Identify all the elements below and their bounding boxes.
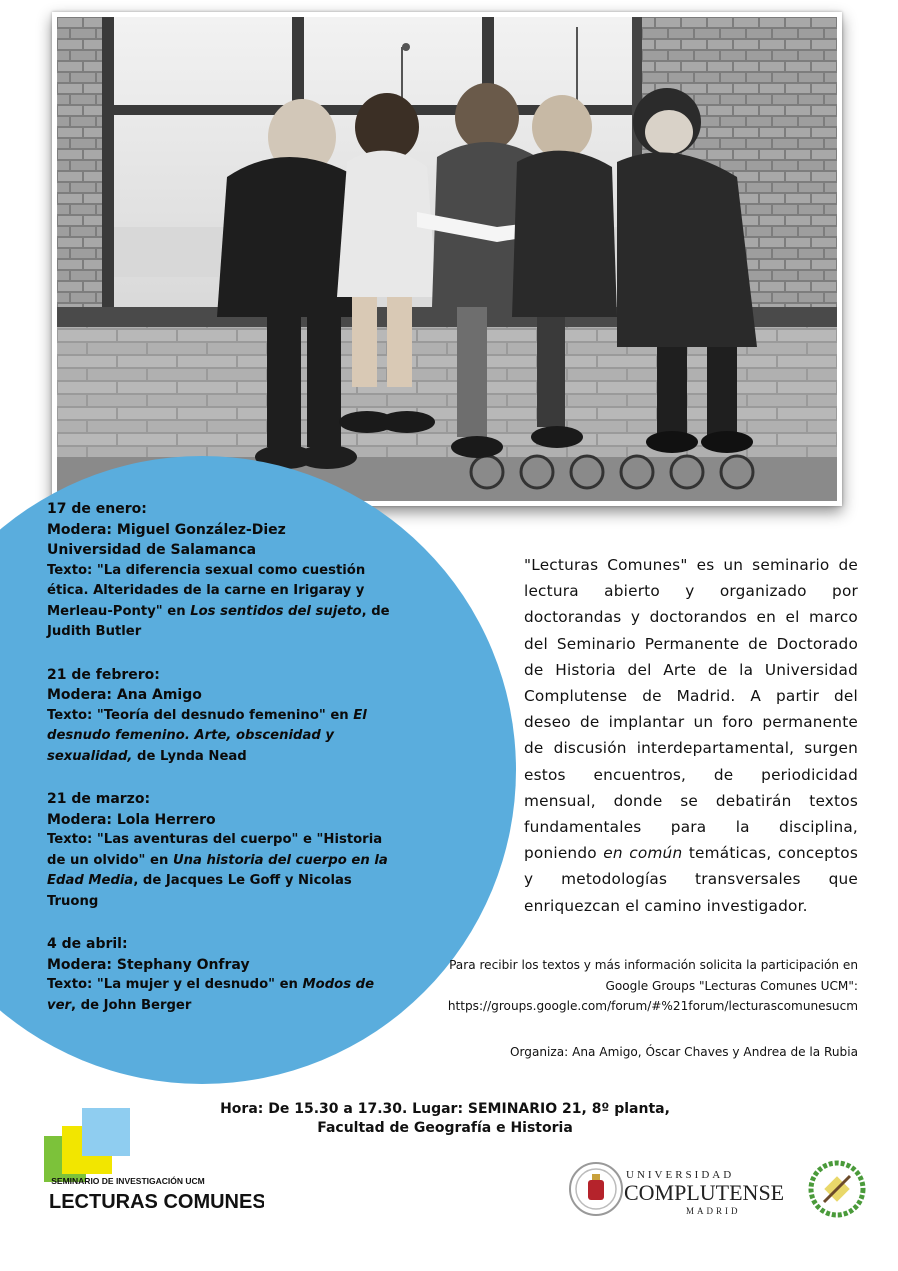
ucm-bottom: MADRID bbox=[686, 1206, 741, 1216]
session-3 bbox=[47, 789, 397, 912]
info-link[interactable]: https://groups.google.com/forum/#%21forum/lecturascomunesucm bbox=[447, 999, 858, 1013]
session-text-title: Los sentidos del sujeto bbox=[190, 603, 362, 619]
faculty-badge-icon bbox=[808, 1160, 866, 1218]
lecturas-comunes-logo bbox=[44, 1108, 264, 1220]
lecturas-comunes-logo-icon bbox=[44, 1108, 264, 1220]
session-text-title: Una historia del cuerpo en la Edad Media bbox=[47, 852, 388, 888]
session-moderator: Modera: Miguel González-Diez bbox=[47, 521, 286, 538]
logo-subtitle: SEMINARIO DE INVESTIGACIÓN UCM bbox=[51, 1176, 205, 1186]
faculty-badge bbox=[808, 1160, 866, 1218]
session-moderator: Modera: Stephany Onfray bbox=[47, 956, 250, 973]
children-reading-photo bbox=[57, 17, 837, 501]
session-text bbox=[47, 975, 397, 1016]
description-text: "Lecturas Comunes" es un seminario de lectura abierto y organizado por doctorandas y doctorandos en el marco del Seminario Permanente de Doctorado de Historia del Arte de la Universidad Complutense de Madrid. A partir del deseo de implantar un foro permanente de discusión interdepartamental, surgen estos encuentros, de periodicidad mensual, donde se debatirán textos fundamentales para la disciplina, poniendo bbox=[524, 556, 858, 863]
session-text bbox=[47, 561, 397, 643]
session-1 bbox=[47, 499, 397, 643]
ucm-logo bbox=[568, 1158, 788, 1220]
session-text bbox=[47, 830, 397, 912]
session-text-post: de Lynda Nead bbox=[132, 748, 247, 764]
info-line-1: Para recibir los textos y más información solicita la participación en bbox=[449, 958, 858, 972]
contact-info bbox=[410, 955, 858, 1017]
session-4 bbox=[47, 934, 397, 1016]
session-text-pre: Texto: "Teoría del desnudo femenino" en bbox=[47, 707, 354, 723]
session-text-pre: Texto: "La diferencia sexual como cuestión ética. Alteridades de la carne en Irigaray y Merleau-Ponty" en bbox=[47, 562, 366, 619]
session-date: 21 de febrero: bbox=[47, 666, 160, 683]
session-text bbox=[47, 706, 397, 768]
session-text-post: , de John Berger bbox=[71, 997, 192, 1013]
session-text-post: , de Jacques Le Goff y Nicolas Truong bbox=[47, 873, 352, 909]
session-text-pre: Texto: "La mujer y el desnudo" en bbox=[47, 977, 303, 992]
session-2 bbox=[47, 665, 397, 768]
session-date: 21 de marzo: bbox=[47, 791, 151, 807]
photograph-children-reading-icon bbox=[57, 17, 837, 501]
session-moderator: Modera: Lola Herrero bbox=[47, 811, 216, 828]
time-location-line-1: Hora: De 15.30 a 17.30. Lugar: SEMINARIO 21, 8º planta, bbox=[220, 1101, 670, 1117]
seminar-description bbox=[524, 552, 858, 919]
info-line-2: Google Groups "Lecturas Comunes UCM": bbox=[605, 978, 858, 993]
session-text-pre: Texto: "Las aventuras del cuerpo" e "Historia de un olvido" en bbox=[47, 832, 383, 868]
description-text-end: temáticas, conceptos y metodologías transversales que enriquezcan el camino investigador. bbox=[524, 844, 858, 915]
time-location-line-2: Facultad de Geografía e Historia bbox=[317, 1120, 573, 1136]
ucm-seal-icon bbox=[570, 1163, 622, 1215]
session-text-title: El desnudo femenino. Arte, obscenidad y sexualidad, bbox=[47, 707, 367, 764]
session-affiliation: Universidad de Salamanca bbox=[47, 542, 257, 558]
photo-frame bbox=[52, 12, 842, 506]
session-date: 17 de enero: bbox=[47, 501, 147, 517]
session-text-post: , de Judith Butler bbox=[47, 603, 390, 639]
ucm-logo-graphic bbox=[568, 1158, 788, 1220]
session-moderator: Modera: Ana Amigo bbox=[47, 687, 202, 703]
session-text-title: Modos de ver bbox=[47, 977, 375, 1013]
session-date: 4 de abril: bbox=[47, 936, 128, 952]
logo-title: LECTURAS COMUNES bbox=[49, 1191, 264, 1213]
organizers: Organiza: Ana Amigo, Óscar Chaves y Andrea de la Rubia bbox=[510, 1045, 858, 1059]
ucm-top: UNIVERSIDAD bbox=[626, 1169, 735, 1181]
description-emphasis: en común bbox=[603, 844, 683, 863]
schedule-list bbox=[47, 499, 397, 1038]
ucm-main: COMPLUTENSE bbox=[624, 1180, 785, 1205]
